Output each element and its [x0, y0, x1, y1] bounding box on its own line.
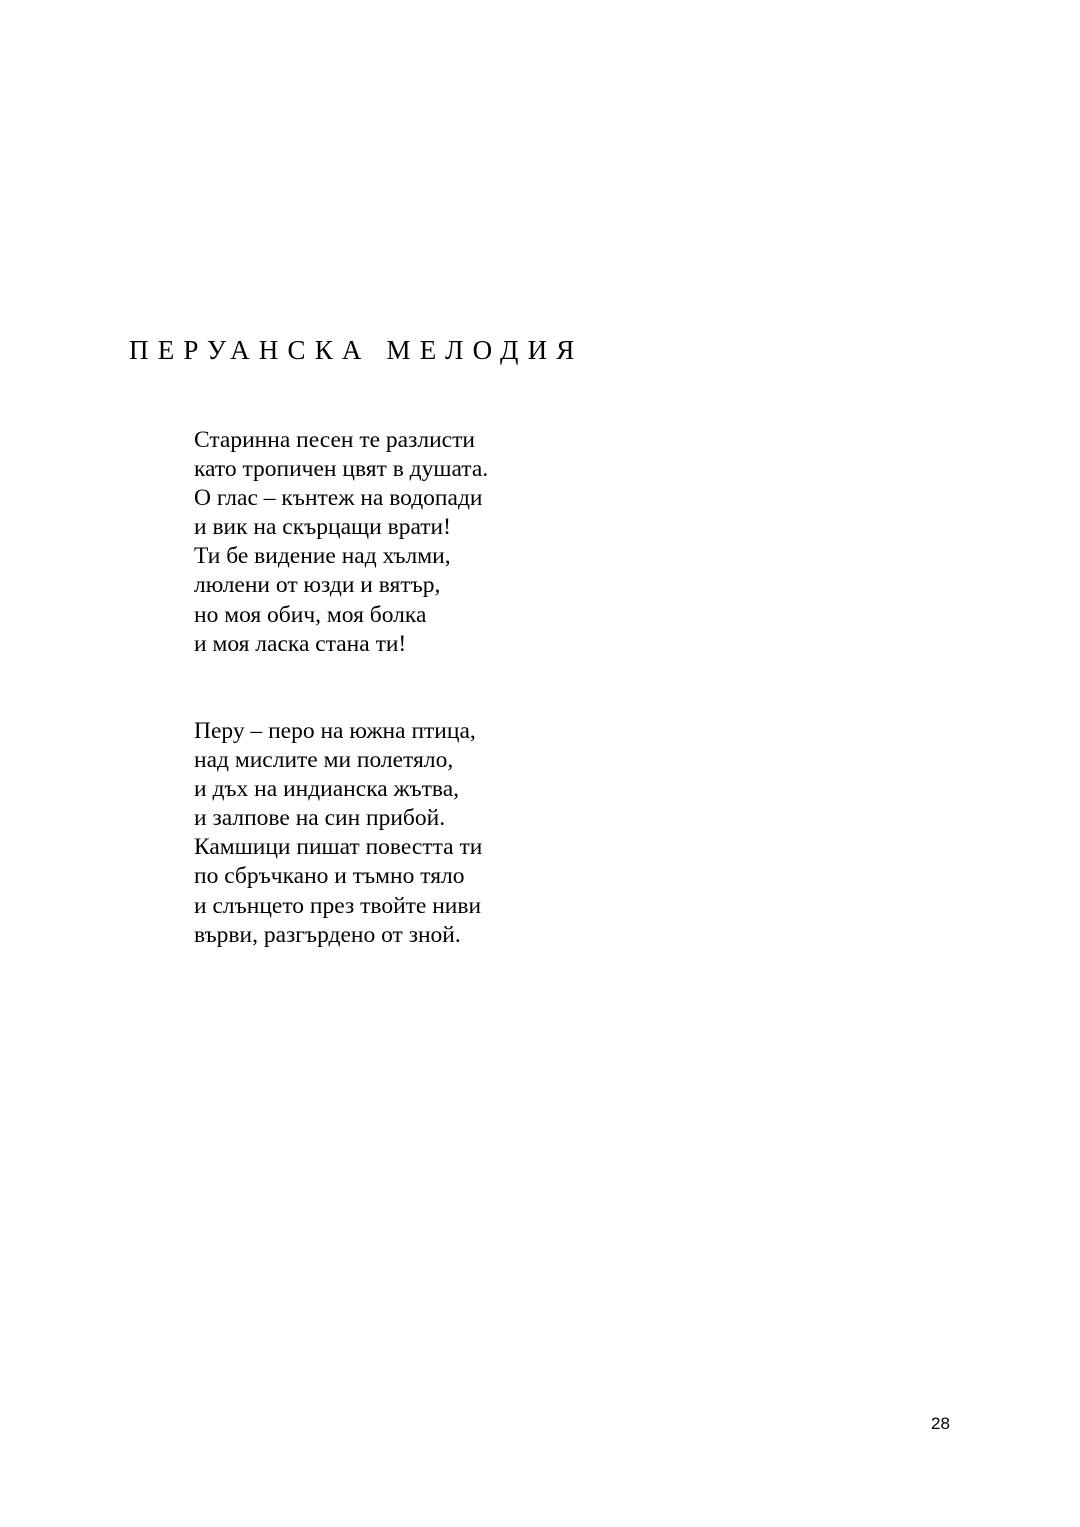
poem-title: ПЕРУАНСКА МЕЛОДИЯ — [129, 335, 584, 365]
poem-line: но моя обич, моя болка — [194, 601, 427, 628]
poem-line: над мислите ми полетяло, — [194, 747, 454, 774]
poem-line: и вик на скърцащи врати! — [194, 514, 451, 541]
stanza-2 — [194, 717, 482, 950]
poem-line: О глас – кънтеж на водопади — [194, 485, 483, 512]
poem-line: и моя ласка стана ти! — [194, 630, 407, 657]
poem-line: и слънцето през твойте ниви — [194, 892, 482, 919]
poem-line: като тропичен цвят в душата. — [194, 456, 489, 483]
page-number: 28 — [931, 1414, 950, 1433]
stanza-1 — [194, 426, 488, 659]
poem-line: Старинна песен те разлисти — [194, 427, 475, 453]
poem-line: върви, разгърдено от зной. — [194, 921, 461, 948]
poem-line: Ти бе видение над хълми, — [194, 543, 451, 570]
poem-line: Перу – перо на южна птица, — [194, 718, 476, 744]
poem-line: и залпове на син прибой. — [194, 805, 446, 832]
poem-line: по сбръчкано и тъмно тяло — [194, 863, 465, 890]
poem-line: и дъх на индианска жътва, — [194, 776, 459, 803]
poem-line: Камшици пишат повестта ти — [194, 834, 483, 861]
poem-line: люлени от юзди и вятър, — [194, 572, 441, 599]
